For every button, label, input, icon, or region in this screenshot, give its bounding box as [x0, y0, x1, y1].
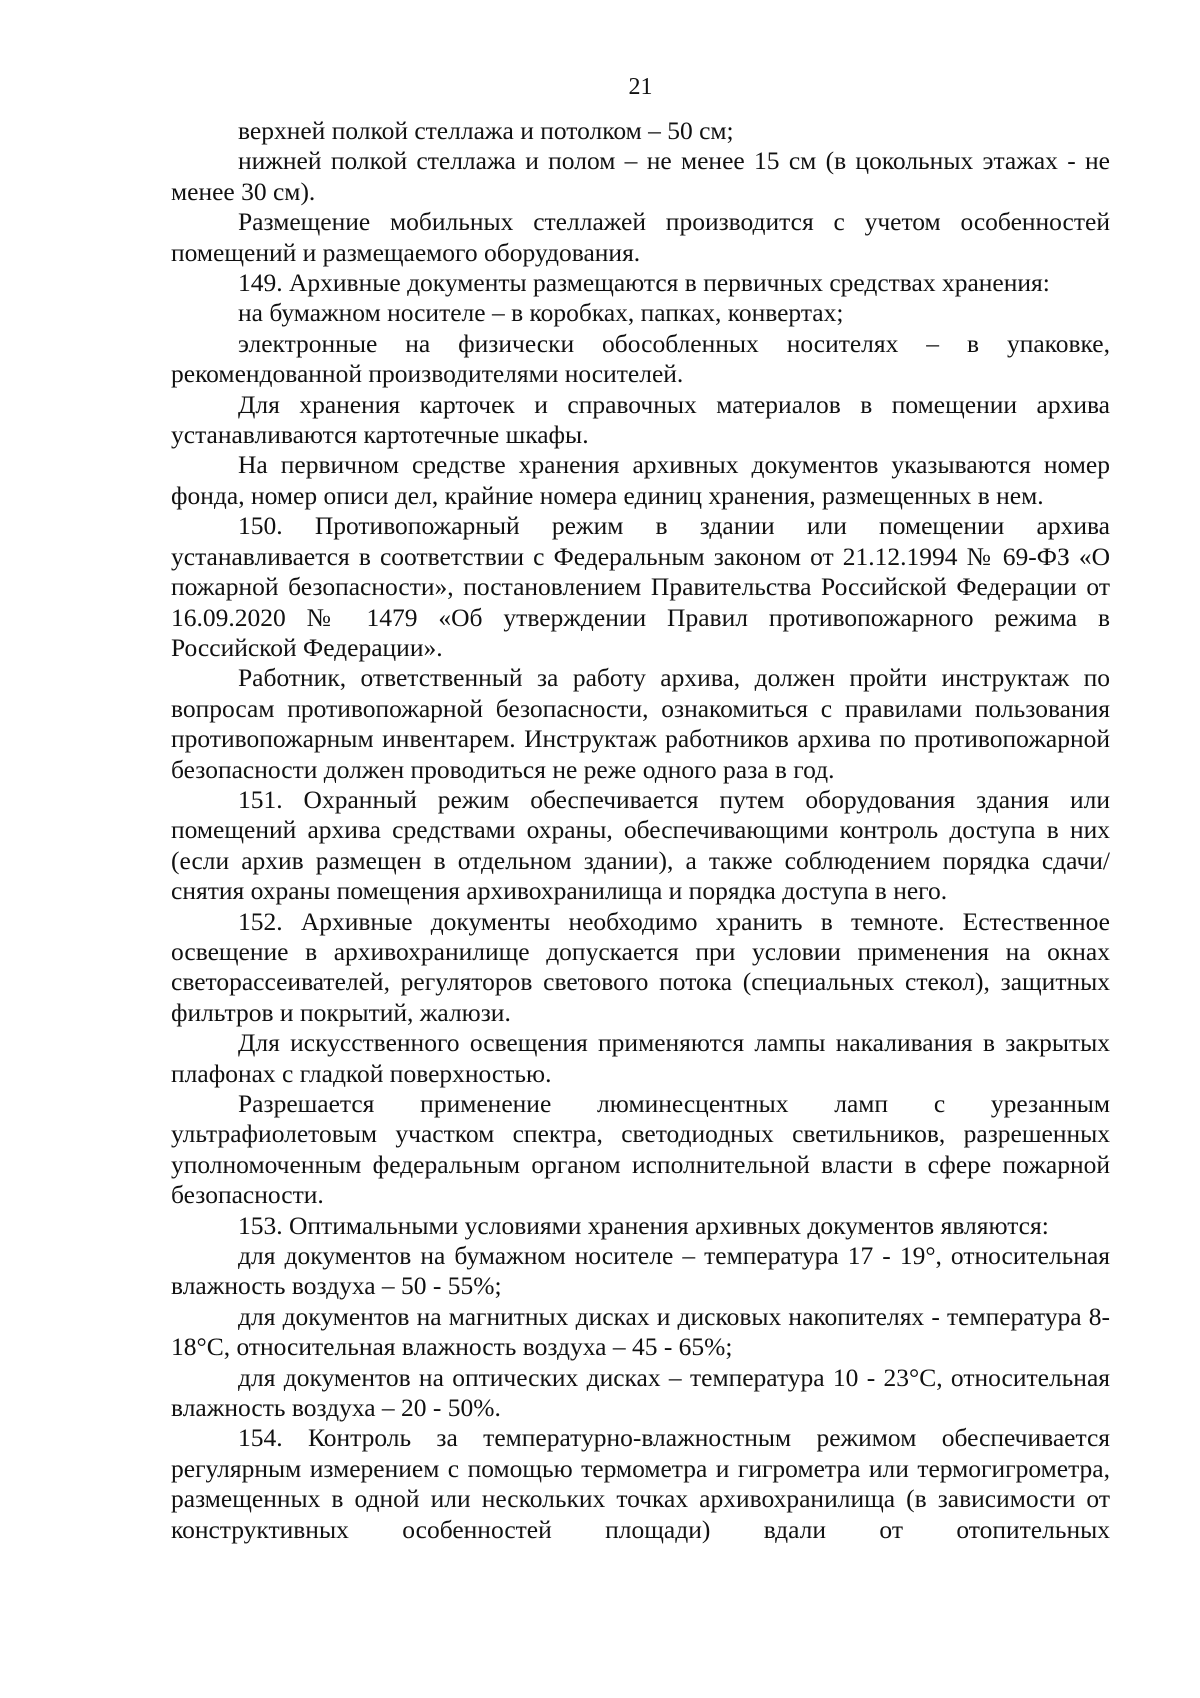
paragraph: для документов на бумажном носителе – температура 17 - 19°, относительная влажность воздуха – 50 - 55%;	[171, 1241, 1110, 1301]
paragraph: Разрешается применение люминесцентных ламп с урезанным ультрафиолетовым участком спектра, светодиодных светильников, разрешенных уполномоченным федеральным органом исполнительной власти в сфере пожарной безопасности.	[171, 1089, 1110, 1210]
paragraph-153: 153. Оптимальными условиями хранения архивных документов являются:	[238, 1210, 1049, 1240]
paragraph-151: 151. Охранный режим обеспечивается путем оборудования здания или помещений архива средствами охраны, обеспечивающими контроль доступа в них (если архив размещен в отдельном здании), а также соблюдением порядка сдачи/снятия охраны помещения архивохранилища и порядка доступа в него.	[171, 784, 1110, 906]
paragraph-154: 154. Контроль за температурно-влажностным режимом обеспечивается регулярным измерением с помощью термометра и гигрометра или термогигрометра, размещенных в одной или нескольких точках архивохранилища (в зависимости от конструктивных особенностей площади) вдали от отопительных	[171, 1423, 1110, 1544]
paragraph: нижней полкой стеллажа и полом – не менее 15 см (в цокольных этажах - не менее 30 см).	[171, 146, 1110, 206]
paragraph: электронные на физически обособленных носителях – в упаковке, рекомендованной производителями носителей.	[171, 328, 1110, 389]
paragraph: для документов на магнитных дисках и дисковых накопителях - температура 8-18°С, относительная влажность воздуха – 45 - 65%;	[171, 1301, 1110, 1362]
paragraph: на бумажном носителе – в коробках, папках, конвертах;	[238, 298, 844, 328]
paragraph-152: 152. Архивные документы необходимо хранить в темноте. Естественное освещение в архивохранилище допускается при условии применения на окнах светорассеивателей, регуляторов светового потока (специальных стекол), защитных фильтров и покрытий, жалюзи.	[171, 906, 1110, 1027]
paragraph-149: 149. Архивные документы размещаются в первичных средствах хранения:	[238, 268, 1050, 298]
paragraph: для документов на оптических дисках – температура 10 - 23°С, относительная влажность воздуха – 20 - 50%.	[171, 1362, 1110, 1423]
paragraph: верхней полкой стеллажа и потолком – 50 см;	[238, 116, 734, 145]
paragraph: Для хранения карточек и справочных материалов в помещении архива устанавливаются картотечные шкафы.	[171, 389, 1110, 450]
paragraph: Размещение мобильных стеллажей производится с учетом особенностей помещений и размещаемого оборудования.	[171, 207, 1110, 267]
paragraph-150: 150. Противопожарный режим в здании или помещении архива устанавливается в соответствии с Федеральным законом от 21.12.1994 № 69-ФЗ «О пожарной безопасности», постановлением Правительства Российской Федерации от 16.09.2020 № 1479 «Об утверждении Правил противопожарного режима в Российской Федерации».	[171, 511, 1110, 662]
paragraph: Для искусственного освещения применяются лампы накаливания в закрытых плафонах с гладкой поверхностью.	[171, 1028, 1110, 1088]
page-number: 21	[628, 74, 653, 100]
paragraph: Работник, ответственный за работу архива, должен пройти инструктаж по вопросам противопожарной безопасности, ознакомиться с правилами пользования противопожарным инвентарем. Инструктаж работников архива по противопожарной безопасности должен проводиться не реже одного раза в год.	[171, 663, 1110, 784]
paragraph: На первичном средстве хранения архивных документов указываются номер фонда, номер описи дел, крайние номера единиц хранения, размещенных в нем.	[171, 450, 1110, 510]
document-body	[171, 116, 1110, 1545]
